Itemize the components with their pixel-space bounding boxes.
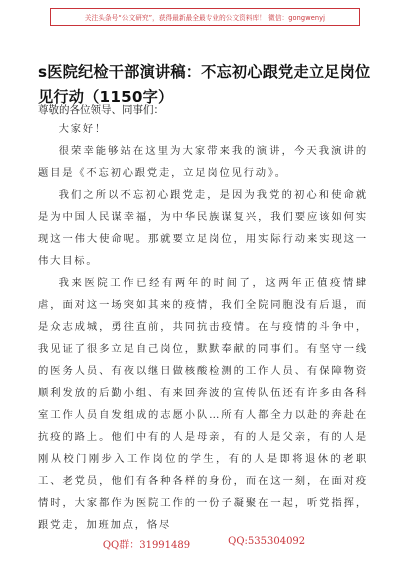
paragraph: 很荣幸能够站在这里为大家带来我的演讲，今天我演讲的题目是《不忘初心跟党走，立足岗位见行动》。 [38,145,368,179]
banner-text: 关注头条号“公文研究”，获得最新最全最专业的公文资料库！ 微信：gongwenyj [84,14,326,22]
footer-qq-group: QQ群：31991489 [102,540,191,551]
paragraph: 大家好！ [58,123,107,135]
paragraph: 我们之所以不忘初心跟党走，是因为我党的初心和使命就是为中国人民谋幸福，为中华民族谋复兴，我们要应该如何实现这一伟大使命呢。那就要立足岗位，用实际行动来实现这一伟大目标。 [38,189,368,267]
footer-qq: QQ:535304092 [228,536,306,547]
page-footer [0,536,408,551]
document-body [38,118,368,536]
header-banner [50,8,360,26]
document-title: s医院纪检干部演讲稿：不忘初心跟党走立足岗位见行动（1150字） [38,63,371,106]
salutation: 尊敬的各位领导、同事们： [38,104,164,116]
paragraph: 我来医院工作已经有两年的时间了，这两年正值疫情肆虐，面对这一场突如其来的疫情，我们全院同胞没有后退，而是众志成城，勇往直前，共同抗击疫情。在与疫情的斗争中，我见证了很多立足自己岗位，默默奉献的同事们。有坚守一线的医务人员、有夜以继日做核酸检测的工作人员、有保障物资顺利发放的后勤小组、有来回奔波的宣传队伍还有许多由各科室工作人员自发组成的志愿小队…所有人都全力以赴的奔赴在抗疫的路上。他们中有的人是母亲，有的人是父亲，有的人是刚从校门刚步入工作岗位的学生，有的人是即将退休的老职工、老党员，他们有各种各样的身份，而在这一刻，在面对疫情时，大家都作为医院工作的一份子凝聚在一起，听党指挥，跟党走，加班加点，恪尽 [38,277,368,531]
